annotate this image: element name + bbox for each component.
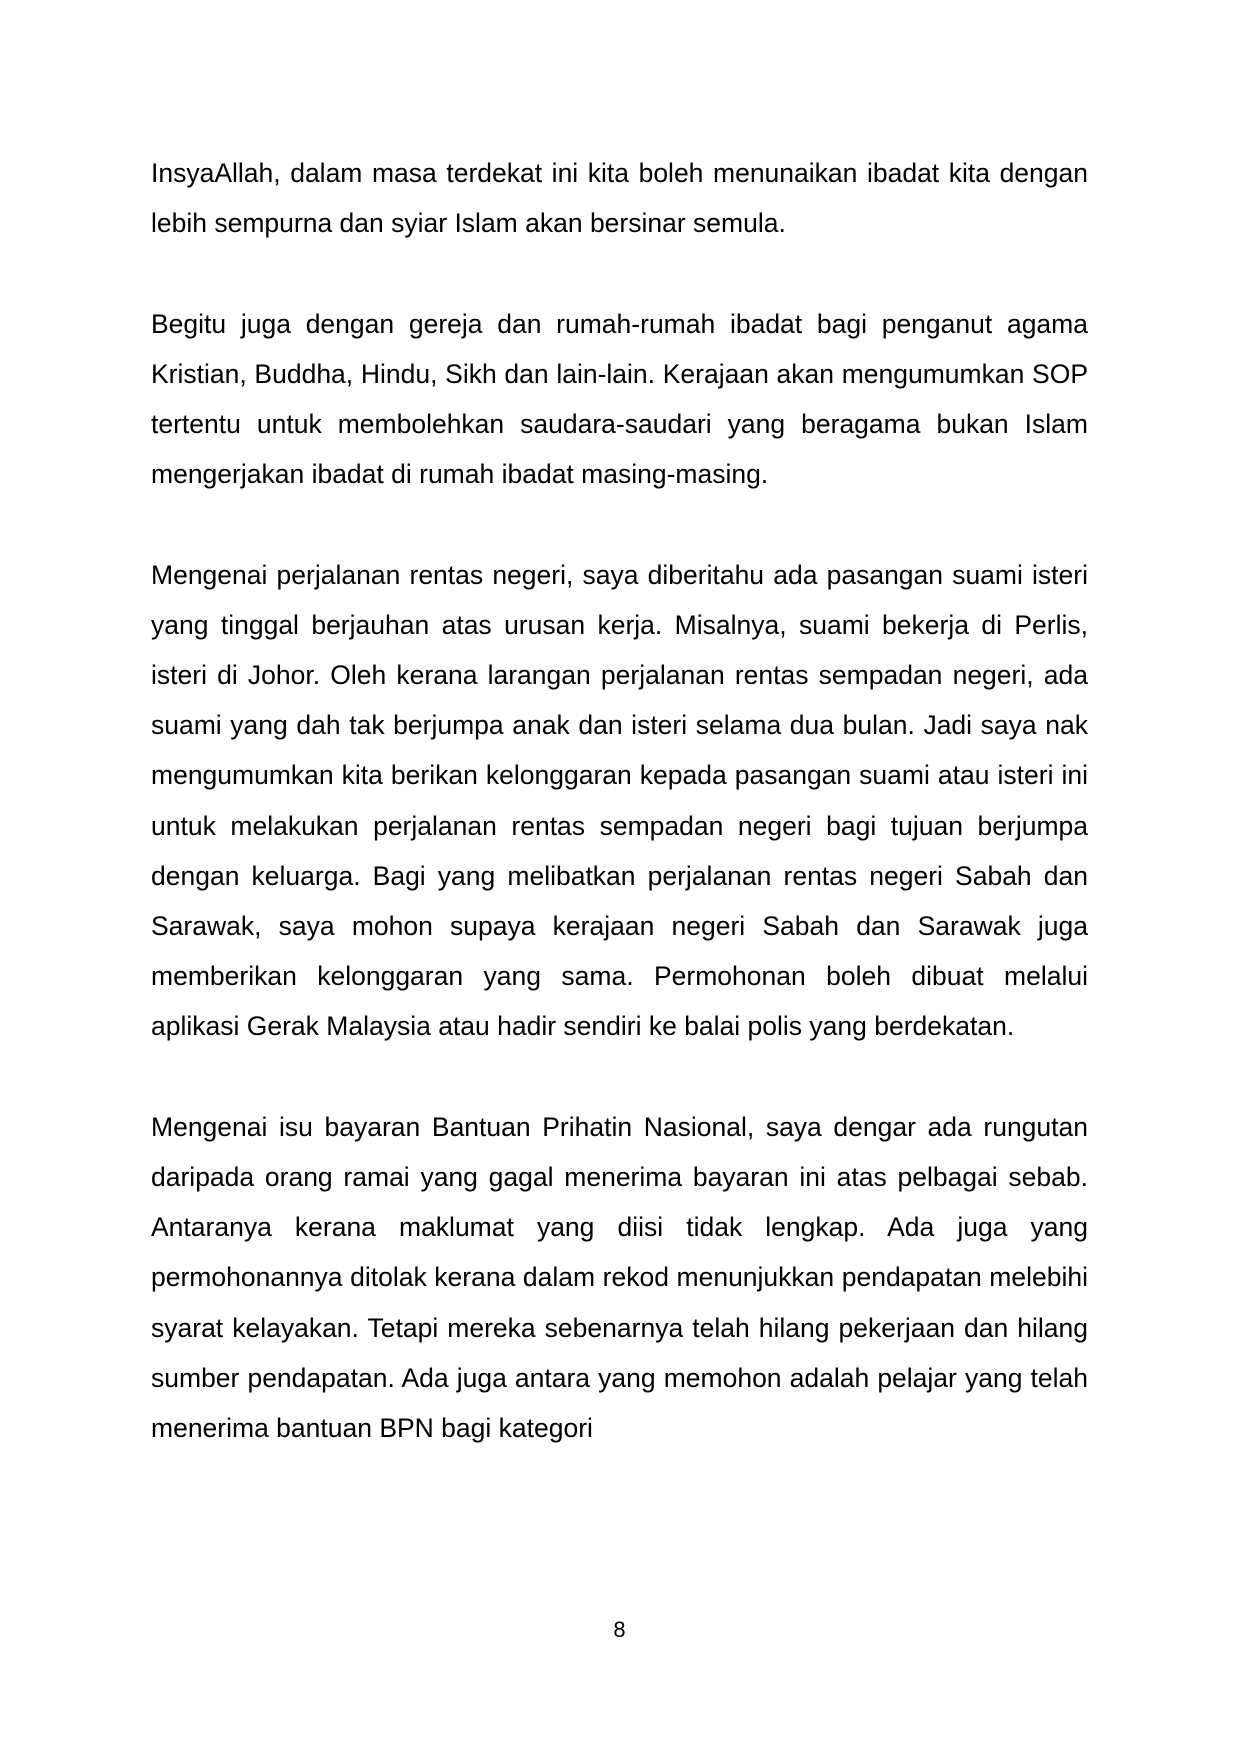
paragraph-ibadat-islam: InsyaAllah, dalam masa terdekat ini kita boleh menunaikan ibadat kita dengan lebih sempurna dan syiar Islam akan bersinar semula. bbox=[151, 158, 1088, 239]
document-body bbox=[151, 148, 1088, 1503]
page-number: 8 bbox=[613, 1617, 626, 1642]
paragraph-rumah-ibadat: Begitu juga dengan gereja dan rumah-rumah ibadat bagi penganut agama Kristian, Buddha, Hindu, Sikh dan lain-lain. Kerajaan akan mengumumkan SOP tertentu untuk membolehkan saudara-saudari yang beragama bukan Islam mengerjakan ibadat di rumah ibadat masing-masing. bbox=[151, 308, 1088, 490]
paragraph-bantuan-prihatin-nasional: Mengenai isu bayaran Bantuan Prihatin Nasional, saya dengar ada rungutan daripada orang ramai yang gagal menerima bayaran ini atas pelbagai sebab. Antaranya kerana maklumat yang diisi tidak lengkap. Ada juga yang permohonannya ditolak kerana dalam rekod menunjukkan pendapatan melebihi syarat kelayakan. Tetapi mereka sebenarnya telah hilang pekerjaan dan hilang sumber pendapatan. Ada juga antara yang memohon adalah pelajar yang telah menerima bantuan BPN bagi kategori bbox=[151, 1111, 1088, 1444]
paragraph-perjalanan-rentas-negeri: Mengenai perjalanan rentas negeri, saya diberitahu ada pasangan suami isteri yang tinggal berjauhan atas urusan kerja. Misalnya, suami bekerja di Perlis, isteri di Johor. Oleh kerana larangan perjalanan rentas sempadan negeri, ada suami yang dah tak berjumpa anak dan isteri selama dua bulan. Jadi saya nak mengumumkan kita berikan kelonggaran kepada pasangan suami atau isteri ini untuk melakukan perjalanan rentas sempadan negeri bagi tujuan berjumpa dengan keluarga. Bagi yang melibatkan perjalanan rentas negeri Sabah dan Sarawak, saya mohon supaya kerajaan negeri Sabah dan Sarawak juga memberikan kelonggaran yang sama. Permohonan boleh dibuat melalui aplikasi Gerak Malaysia atau hadir sendiri ke balai polis yang berdekatan. bbox=[151, 559, 1088, 1042]
